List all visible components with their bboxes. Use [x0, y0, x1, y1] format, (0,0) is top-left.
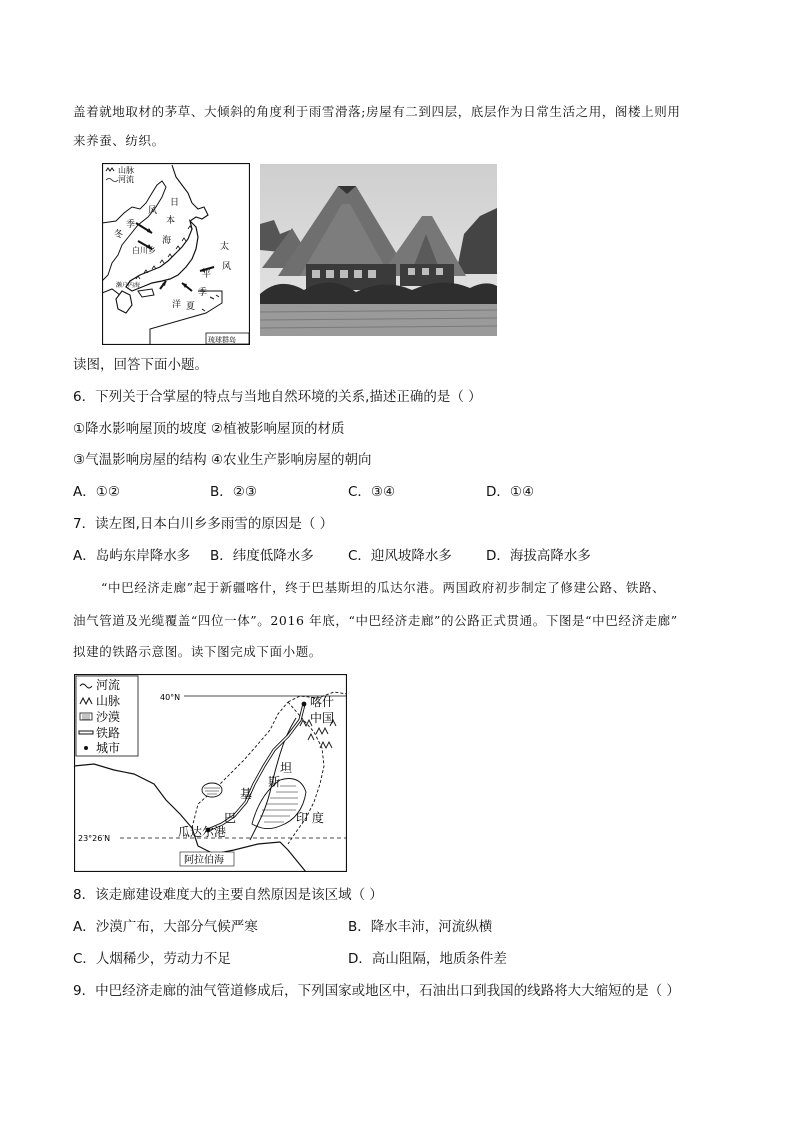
legend-desert: 沙漠 — [96, 710, 121, 724]
label-ben: 本 — [166, 216, 176, 226]
legend-city: 城市 — [96, 741, 121, 755]
q7-choice-b[interactable]: B．纬度低降水多 — [210, 548, 314, 564]
label-si: 斯 — [268, 775, 281, 789]
q6-choice-b[interactable]: B．②③ — [210, 484, 257, 500]
label-xia: 夏 — [186, 302, 196, 312]
label-baichuan: 白川乡 — [132, 246, 156, 255]
q6-statements-2: ③气温影响房屋的结构 ④农业生产影响房屋的朝向 — [73, 452, 372, 468]
q7-stem: 7．读左图,日本白川乡多雨雪的原因是（ ） — [73, 516, 334, 532]
q8-stem: 8．该走廊建设难度大的主要自然原因是该区域（ ） — [73, 887, 383, 903]
q7-choice-d[interactable]: D．海拔高降水多 — [486, 548, 591, 564]
legend-railway: 铁路 — [96, 726, 121, 740]
label-gwadar: 瓜达尔港 — [178, 825, 227, 839]
label-feng-top: 风 — [148, 206, 158, 216]
gassho-house-illustration — [260, 164, 497, 336]
q6-stem: 6．下列关于合掌屋的特点与当地自然环境的关系,描述正确的是（ ） — [73, 389, 482, 405]
q8-choice-c[interactable]: C．人烟稀少，劳动力不足 — [73, 951, 231, 967]
passage2-line-1: “中巴经济走廊”起于新疆喀什，终于巴基斯坦的瓜达尔港。两国政府初步制定了修建公路、铁路、 — [101, 580, 666, 595]
lat-tropic: 23°26′N — [78, 834, 111, 843]
label-ping: 平 — [202, 270, 212, 280]
label-kashi: 喀什 — [310, 695, 335, 709]
japan-map — [102, 163, 250, 345]
q7-choice-c[interactable]: C．迎风坡降水多 — [348, 548, 452, 564]
pakistan-corridor-map — [74, 674, 347, 872]
label-seto-inland-sea: 濑户内海 — [116, 282, 141, 289]
japan-map-figure — [102, 163, 250, 345]
label-ji-right: 季 — [198, 288, 208, 298]
q7-choice-a[interactable]: A．岛屿东岸降水多 — [73, 548, 191, 564]
q8-choice-d[interactable]: D．高山阻隔，地质条件差 — [348, 951, 507, 967]
q6-choice-d[interactable]: D．①④ — [486, 484, 535, 500]
label-hai: 海 — [162, 236, 172, 246]
passage2-line-2: 油气管道及光缆覆盖“四位一体”。2016 年底，“中巴经济走廊”的公路正式贯通。下图是“中巴经济走廊” — [73, 613, 678, 628]
pakistan-corridor-map-figure — [74, 674, 347, 872]
q8-choice-b[interactable]: B．降水丰沛，河流纵横 — [348, 919, 493, 935]
q6-choice-c[interactable]: C．③④ — [348, 484, 396, 500]
q9-stem: 9．中巴经济走廊的油气管道修成后，下列国家或地区中，石油出口到我国的线路将大大缩短的是（ ） — [73, 983, 680, 999]
label-india: 印 度 — [296, 811, 324, 825]
q6-choice-a[interactable]: A．①② — [73, 484, 120, 500]
label-ryukyu: 琉球群岛 — [208, 336, 236, 344]
legend-mountain: 山脉 — [118, 166, 134, 175]
label-dong: 冬 — [114, 230, 124, 240]
label-ji-top: 季 — [126, 220, 136, 230]
label-tai: 太 — [220, 242, 230, 252]
label-ji: 基 — [240, 787, 253, 801]
legend-river: 河流 — [96, 678, 121, 692]
legend-river: 河流 — [118, 175, 134, 184]
label-china: 中国 — [310, 711, 335, 725]
label-arabian-sea: 阿拉伯海 — [184, 855, 224, 866]
lat-40n: 40°N — [160, 693, 181, 702]
label-ba: 巴 — [224, 811, 237, 825]
intro-line-2: 来养蚕、纺织。 — [73, 133, 165, 148]
intro-line-1: 盖着就地取材的茅草、大倾斜的角度利于雨雪滑落;房屋有二到四层，底层作为日常生活之用，阁楼上则用 — [73, 104, 681, 119]
legend-mountain: 山脉 — [96, 694, 121, 708]
q6-statements-1: ①降水影响屋顶的坡度 ②植被影响屋顶的材质 — [73, 421, 345, 437]
label-ri: 日 — [170, 198, 180, 208]
passage2-line-3: 拟建的铁路示意图。读下图完成下面小题。 — [73, 644, 322, 659]
q8-choice-a[interactable]: A．沙漠广布，大部分气候严寒 — [73, 919, 258, 935]
prompt-read-map: 读图，回答下面小题。 — [73, 357, 208, 373]
gassho-house-photo — [260, 164, 497, 336]
label-tan: 坦 — [280, 761, 293, 775]
label-feng-right: 风 — [222, 262, 232, 272]
label-yang: 洋 — [172, 300, 182, 310]
